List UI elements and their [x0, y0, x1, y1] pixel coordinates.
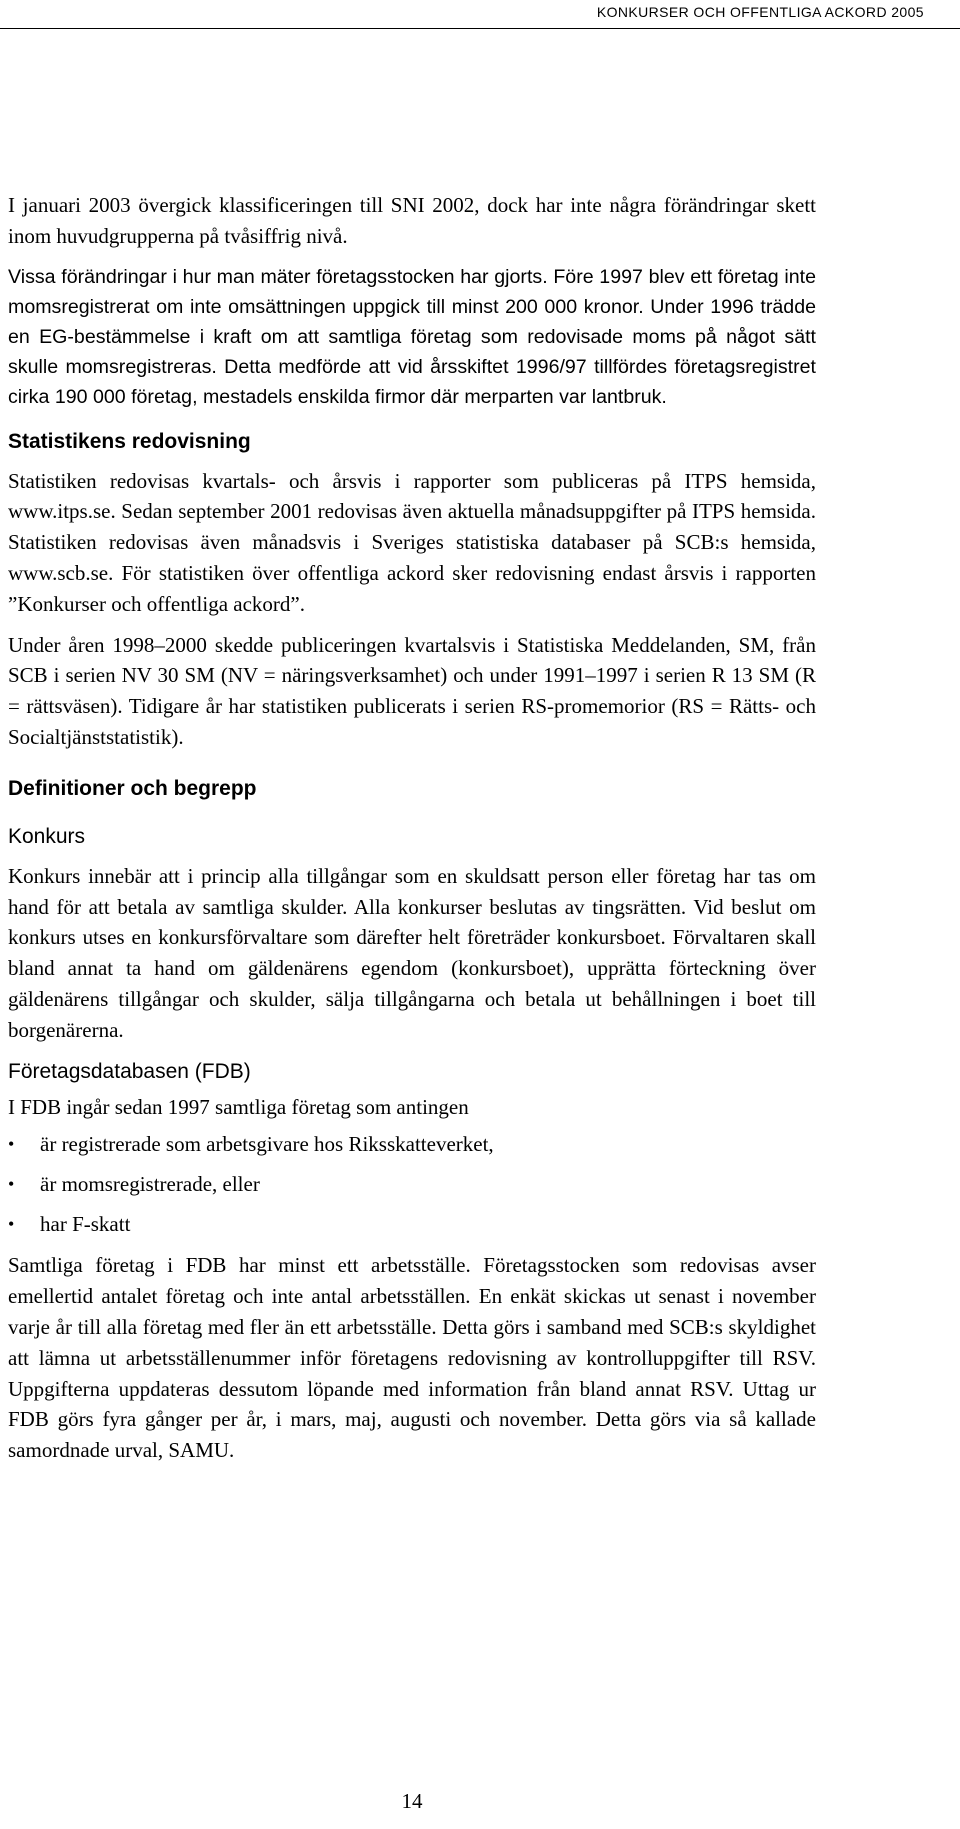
page-number: 14	[401, 1789, 423, 1813]
paragraph-fdb-intro: I FDB ingår sedan 1997 samtliga företag som antingen	[8, 1094, 469, 1119]
subheading-konkurs: Konkurs	[8, 824, 86, 848]
paragraph-konkurs: Konkurs innebär att i princip alla tillgångar som en skuldsatt person eller företag har tas om hand för att betala av samtliga skulder. Alla konkurser beslutas av tingsrätten. Vid beslut om konkurs utses en konkursförvaltare som därefter helt företräder konkursboet. Förvaltaren skall bland annat ta hand om gäldenärens egendom (konkursboet), upprätta förteckning över gäldenärens tillgångar och skulder, sälja tillgångarna och betala ut behållningen i boet till borgenärerna.	[8, 863, 816, 1042]
running-header	[0, 0, 960, 32]
header-divider	[0, 28, 960, 29]
list-item-text: har F-skatt	[40, 1212, 131, 1237]
bullet-icon: •	[8, 1214, 15, 1235]
subheading-foretagsdatabasen: Företagsdatabasen (FDB)	[8, 1059, 251, 1083]
heading-statistikens-redovisning: Statistikens redovisning	[8, 429, 251, 453]
bullet-icon: •	[8, 1134, 15, 1155]
paragraph-fdb-body: Samtliga företag i FDB har minst ett arbetsställe. Företagsstocken som redovisas avser emellertid antalet företag och inte antal arbetsställen. En enkät skickas ut senast i november varje år till alla företag med fler än ett arbetsställe. Detta görs i samband med SCB:s skyldighet att lämna ut arbetsställenummer inför företagens redovisning av kontrolluppgifter till RSV. Uppgifterna uppdateras dessutom löpande med information från bland annat RSV. Uttag ur FDB görs fyra gånger per år, i mars, maj, augusti och november. Detta görs via så kallade samordnade urval, SAMU.	[8, 1253, 816, 1463]
paragraph-vissa-forandringar: Vissa förändringar i hur man mäter företagsstocken har gjorts. Före 1997 blev ett företag inte momsregistrerat om inte omsättningen uppgick till minst 200 000 kronor. Under 1996 trädde en EG-bestämmelse i kraft om att samtliga företag som redovisade moms på något sätt skulle momsregistreras. Detta medförde att vid årsskiftet 1996/97 tillfördes företagsregistret cirka 190 000 företag, mestadels enskilda firmor där merparten var lantbruk.	[8, 265, 816, 408]
document-body	[8, 190, 816, 1476]
list-item	[8, 1204, 816, 1244]
list-item-text: är registrerade som arbetsgivare hos Riksskatteverket,	[40, 1132, 494, 1157]
heading-definitioner: Definitioner och begrepp	[8, 776, 257, 800]
paragraph-sni: I januari 2003 övergick klassificeringen till SNI 2002, dock har inte några förändringar skett inom huvudgrupperna på tvåsiffrig nivå.	[8, 193, 816, 248]
bullet-icon: •	[8, 1174, 15, 1195]
list-item-text: är momsregistrerade, eller	[40, 1172, 260, 1197]
fdb-criteria-list	[8, 1124, 816, 1244]
running-header-title: KONKURSER OCH OFFENTLIGA ACKORD 2005	[596, 4, 924, 20]
paragraph-redovisas: Statistiken redovisas kvartals- och årsvis i rapporter som publiceras på ITPS hemsida, www.itps.se. Sedan september 2001 redovisas även aktuella månadsuppgifter på ITPS hemsida. Statistiken redovisas även månadsvis i Sveriges statistiska databaser på SCB:s hemsida, www.scb.se. För statistiken över offentliga ackord sker redovisning endast årsvis i rapporten ”Konkurser och offentliga ackord”.	[8, 468, 816, 616]
list-item	[8, 1124, 816, 1164]
list-item	[8, 1164, 816, 1204]
paragraph-under-aren: Under åren 1998–2000 skedde publiceringen kvartalsvis i Statistiska Meddelanden, SM, från SCB i serien NV 30 SM (NV = näringsverksamhet) och under 1991–1997 i serien R 13 SM (R = rättsväsen). Tidigare år har statistiken publicerats i serien RS-promemorior (RS = Rätts- och Socialtjänststatistik).	[8, 632, 816, 749]
